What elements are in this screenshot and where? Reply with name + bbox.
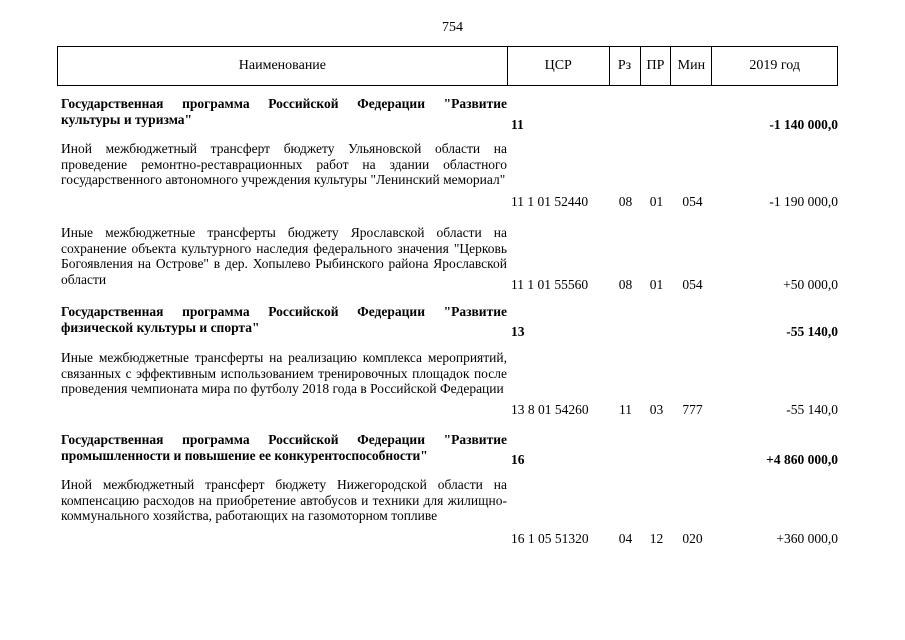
row-amount: +50 000,0: [783, 276, 838, 292]
header-rz: Рз: [610, 47, 641, 85]
row-name: Государственная программа Российской Федерации "Развитие культуры и туризма": [61, 96, 507, 127]
header-pr: ПР: [641, 47, 672, 85]
row-min: 777: [682, 401, 703, 417]
table-row: [57, 225, 838, 292]
row-csr: 11: [511, 116, 524, 132]
row-csr: 16: [511, 451, 525, 467]
row-csr: 11 1 01 55560: [511, 276, 589, 292]
table-row: [57, 350, 838, 417]
row-min: 020: [682, 530, 703, 546]
row-pr: 12: [649, 530, 664, 546]
row-pr: 03: [649, 401, 664, 417]
row-amount: +360 000,0: [776, 530, 838, 546]
row-rz: 11: [619, 401, 632, 417]
table-row-program: [57, 432, 838, 467]
table-row: [57, 477, 838, 546]
row-name: Иные межбюджетные трансферты бюджету Ярославской области на сохранение объекта культурного наследия федерального значения "Церковь Богоявления на Острове" в дер. Хопылево Рыбинского района Ярославской области: [61, 225, 507, 287]
row-name: Иные межбюджетные трансферты на реализацию комплекса мероприятий, связанных с эффективным использованием тренировочных площадок после проведения чемпионата мира по футболу 2018 года в Российской Федерации: [61, 350, 507, 396]
row-pr: 01: [649, 193, 664, 209]
row-amount: -1 190 000,0: [769, 193, 838, 209]
row-csr: 11 1 01 52440: [511, 193, 589, 209]
header-csr: ЦСР: [508, 47, 610, 85]
row-name: Государственная программа Российской Федерации "Развитие промышленности и повышение ее конкурентоспособности": [61, 432, 507, 463]
header-year: 2019 год: [749, 58, 800, 73]
row-csr: 13 8 01 54260: [511, 401, 589, 417]
row-name: Государственная программа Российской Федерации "Развитие физической культуры и спорта": [61, 304, 507, 335]
page-number: 754: [442, 20, 463, 35]
table-row-program: [57, 304, 838, 339]
row-csr: 16 1 05 51320: [511, 530, 589, 546]
row-amount: -1 140 000,0: [769, 116, 838, 132]
row-pr: 01: [649, 276, 664, 292]
table-row: [57, 141, 838, 209]
row-name: Иной межбюджетный трансферт бюджету Ульяновской области на проведение ремонтно-реставрационных работ на здании областного государственного автономного учреждения культуры "Ленинский мемориал": [61, 141, 507, 187]
header-name: Наименование: [58, 47, 508, 85]
row-min: 054: [682, 276, 703, 292]
table-row-program: [57, 96, 838, 132]
row-rz: 04: [618, 530, 633, 546]
row-amount: -55 140,0: [786, 323, 838, 339]
row-rz: 08: [618, 276, 633, 292]
row-min: 054: [682, 193, 703, 209]
row-amount: -55 140,0: [786, 401, 838, 417]
row-rz: 08: [618, 193, 633, 209]
header-min: Мин: [671, 47, 712, 85]
row-csr: 13: [511, 323, 525, 339]
table-header: [57, 46, 838, 86]
row-name: Иной межбюджетный трансферт бюджету Нижегородской области на компенсацию расходов на приобретение автобусов и техники для жилищно-коммунального хозяйства, работающих на газомоторном топливе: [61, 477, 507, 523]
row-amount: +4 860 000,0: [766, 451, 838, 467]
